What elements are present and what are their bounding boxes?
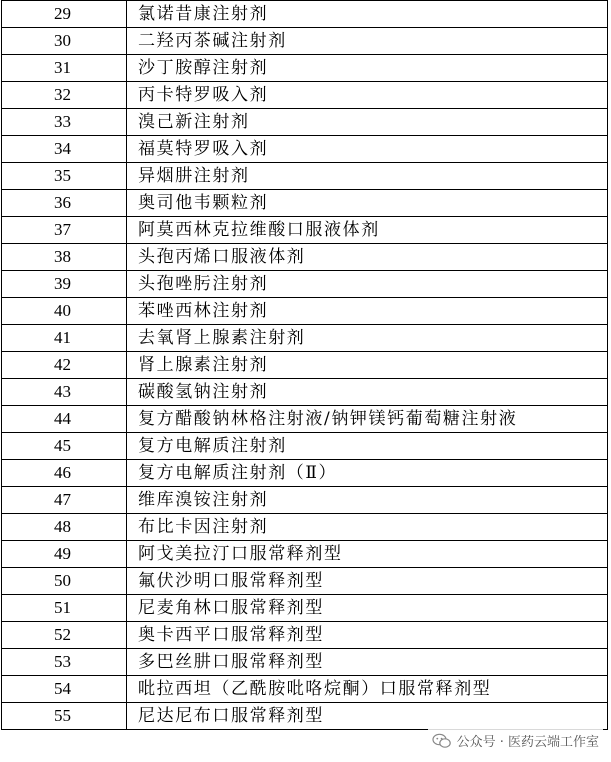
row-number: 31 xyxy=(2,55,127,82)
table-row xyxy=(2,541,608,568)
drug-name: 复方电解质注射剂（Ⅱ） xyxy=(127,460,608,487)
drug-name: 去氧肾上腺素注射剂 xyxy=(127,325,608,352)
table-row xyxy=(2,325,608,352)
row-number: 48 xyxy=(2,514,127,541)
row-number: 44 xyxy=(2,406,127,433)
row-number: 41 xyxy=(2,325,127,352)
drug-name: 奥卡西平口服常释剂型 xyxy=(127,622,608,649)
drug-name: 尼达尼布口服常释剂型 xyxy=(127,703,608,730)
row-number: 35 xyxy=(2,163,127,190)
table-row xyxy=(2,271,608,298)
row-number: 52 xyxy=(2,622,127,649)
drug-name: 溴己新注射剂 xyxy=(127,109,608,136)
table-row xyxy=(2,703,608,730)
row-number: 33 xyxy=(2,109,127,136)
table-row xyxy=(2,379,608,406)
watermark-text: 公众号 · 医药云端工作室 xyxy=(456,735,599,750)
drug-name: 氯诺昔康注射剂 xyxy=(127,1,608,28)
drug-name: 头孢丙烯口服液体剂 xyxy=(127,244,608,271)
row-number: 37 xyxy=(2,217,127,244)
row-number: 39 xyxy=(2,271,127,298)
drug-name: 沙丁胺醇注射剂 xyxy=(127,55,608,82)
drug-name: 氟伏沙明口服常释剂型 xyxy=(127,568,608,595)
table-row xyxy=(2,487,608,514)
table-row xyxy=(2,649,608,676)
drug-name: 二羟丙茶碱注射剂 xyxy=(127,28,608,55)
drug-name: 碳酸氢钠注射剂 xyxy=(127,379,608,406)
table-row xyxy=(2,28,608,55)
row-number: 46 xyxy=(2,460,127,487)
wechat-icon xyxy=(432,733,452,749)
row-number: 45 xyxy=(2,433,127,460)
table-row xyxy=(2,217,608,244)
drug-name: 维库溴铵注射剂 xyxy=(127,487,608,514)
row-number: 38 xyxy=(2,244,127,271)
row-number: 43 xyxy=(2,379,127,406)
drug-name: 复方醋酸钠林格注射液/钠钾镁钙葡萄糖注射液 xyxy=(127,406,608,433)
table-row xyxy=(2,595,608,622)
row-number: 53 xyxy=(2,649,127,676)
row-number: 42 xyxy=(2,352,127,379)
row-number: 50 xyxy=(2,568,127,595)
table-row xyxy=(2,136,608,163)
table-row xyxy=(2,622,608,649)
row-number: 47 xyxy=(2,487,127,514)
drug-name: 阿戈美拉汀口服常释剂型 xyxy=(127,541,608,568)
table-row xyxy=(2,82,608,109)
row-number: 40 xyxy=(2,298,127,325)
table-row xyxy=(2,676,608,703)
watermark xyxy=(428,729,603,752)
row-number: 30 xyxy=(2,28,127,55)
table-row xyxy=(2,514,608,541)
drug-name: 福莫特罗吸入剂 xyxy=(127,136,608,163)
table-row xyxy=(2,433,608,460)
table-row xyxy=(2,55,608,82)
row-number: 34 xyxy=(2,136,127,163)
drug-name: 复方电解质注射剂 xyxy=(127,433,608,460)
drug-name: 异烟肼注射剂 xyxy=(127,163,608,190)
drug-name: 奥司他韦颗粒剂 xyxy=(127,190,608,217)
row-number: 32 xyxy=(2,82,127,109)
drug-list-body xyxy=(2,1,608,730)
row-number: 36 xyxy=(2,190,127,217)
drug-name: 肾上腺素注射剂 xyxy=(127,352,608,379)
table-row xyxy=(2,190,608,217)
table-row xyxy=(2,109,608,136)
drug-name: 布比卡因注射剂 xyxy=(127,514,608,541)
table-row xyxy=(2,352,608,379)
drug-name: 多巴丝肼口服常释剂型 xyxy=(127,649,608,676)
table-row xyxy=(2,163,608,190)
table-row xyxy=(2,406,608,433)
row-number: 49 xyxy=(2,541,127,568)
drug-name: 头孢唑肟注射剂 xyxy=(127,271,608,298)
row-number: 51 xyxy=(2,595,127,622)
drug-name: 苯唑西林注射剂 xyxy=(127,298,608,325)
drug-name: 尼麦角林口服常释剂型 xyxy=(127,595,608,622)
table-row xyxy=(2,1,608,28)
row-number: 54 xyxy=(2,676,127,703)
row-number: 29 xyxy=(2,1,127,28)
table-row xyxy=(2,244,608,271)
drug-name: 丙卡特罗吸入剂 xyxy=(127,82,608,109)
drug-name: 吡拉西坦（乙酰胺吡咯烷酮）口服常释剂型 xyxy=(127,676,608,703)
drug-list-table xyxy=(1,0,608,730)
table-row xyxy=(2,460,608,487)
table-row xyxy=(2,568,608,595)
row-number: 55 xyxy=(2,703,127,730)
table-row xyxy=(2,298,608,325)
drug-name: 阿莫西林克拉维酸口服液体剂 xyxy=(127,217,608,244)
